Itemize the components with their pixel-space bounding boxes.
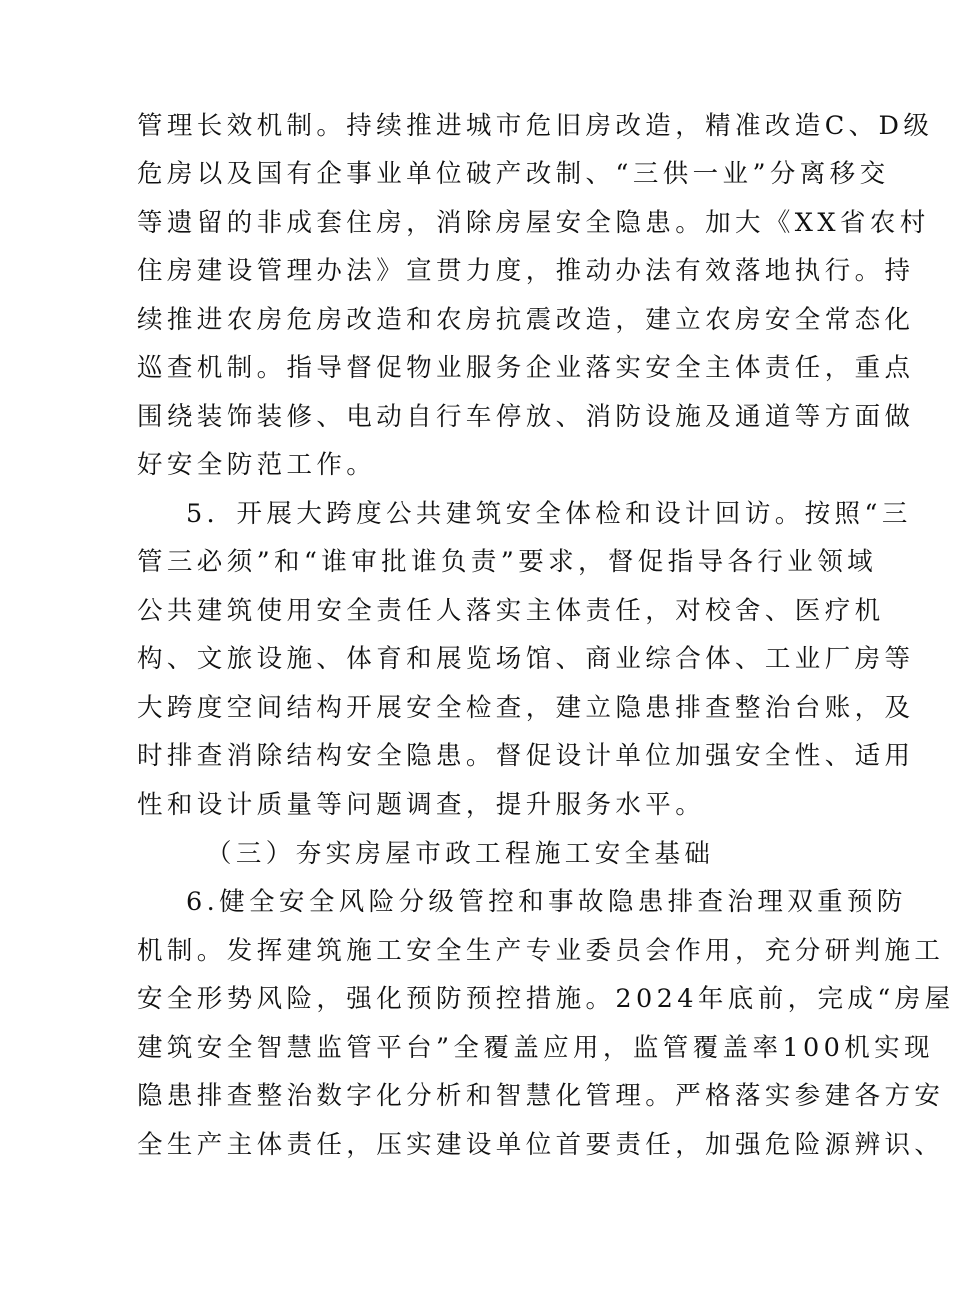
text-line: 性和设计质量等问题调查，提升服务水平。 bbox=[137, 790, 706, 820]
text-line: 续推进农房危房改造和农房抗震改造，建立农房安全常态化 bbox=[137, 305, 915, 335]
text-line: 住房建设管理办法》宣贯力度，推动办法有效落地执行。持 bbox=[137, 256, 915, 286]
text-line: 隐患排查整治数字化分析和智慧化管理。严格落实参建各方安 bbox=[137, 1081, 945, 1111]
text-line: 管理长效机制。持续推进城市危旧房改造，精准改造C、D级 bbox=[137, 111, 934, 141]
text-line: 危房以及国有企事业单位破产改制、“三供一业”分离移交 bbox=[137, 159, 890, 189]
text-line: 建筑安全智慧监管平台”全覆盖应用，监管覆盖率100机实现 bbox=[137, 1033, 934, 1063]
text-line: 围绕装饰装修、电动自行车停放、消防设施及通道等方面做 bbox=[137, 402, 915, 432]
text-line: 等遗留的非成套住房，消除房屋安全隐患。加大《XX省农村 bbox=[137, 208, 930, 238]
text-line: 公共建筑使用安全责任人落实主体责任，对校舍、医疗机 bbox=[137, 596, 885, 626]
text-line: 时排查消除结构安全隐患。督促设计单位加强安全性、适用 bbox=[137, 741, 915, 771]
text-line: 好安全防范工作。 bbox=[137, 450, 377, 480]
text-line: 管三必须”和“谁审批谁负责”要求，督促指导各行业领域 bbox=[137, 547, 878, 577]
text-line: 巡查机制。指导督促物业服务企业落实安全主体责任，重点 bbox=[137, 353, 915, 383]
text-line: 全生产主体责任，压实建设单位首要责任，加强危险源辨识、 bbox=[137, 1130, 945, 1160]
section-6-first-line: 6.健全安全风险分级管控和事故隐患排查治理双重预防 bbox=[186, 887, 907, 917]
text-line: 安全形势风险，强化预防预控措施。2024年底前，完成“房屋 bbox=[137, 984, 955, 1014]
section-heading: （三）夯实房屋市政工程施工安全基础 bbox=[206, 839, 715, 869]
text-line: 机制。发挥建筑施工安全生产专业委员会作用，充分研判施工 bbox=[137, 936, 945, 966]
text-line: 构、文旅设施、体育和展览场馆、商业综合体、工业厂房等 bbox=[137, 644, 915, 674]
text-line: 大跨度空间结构开展安全检查，建立隐患排查整治台账，及 bbox=[137, 693, 915, 723]
section-5-first-line: 5．开展大跨度公共建筑安全体检和设计回访。按照“三 bbox=[186, 499, 912, 529]
